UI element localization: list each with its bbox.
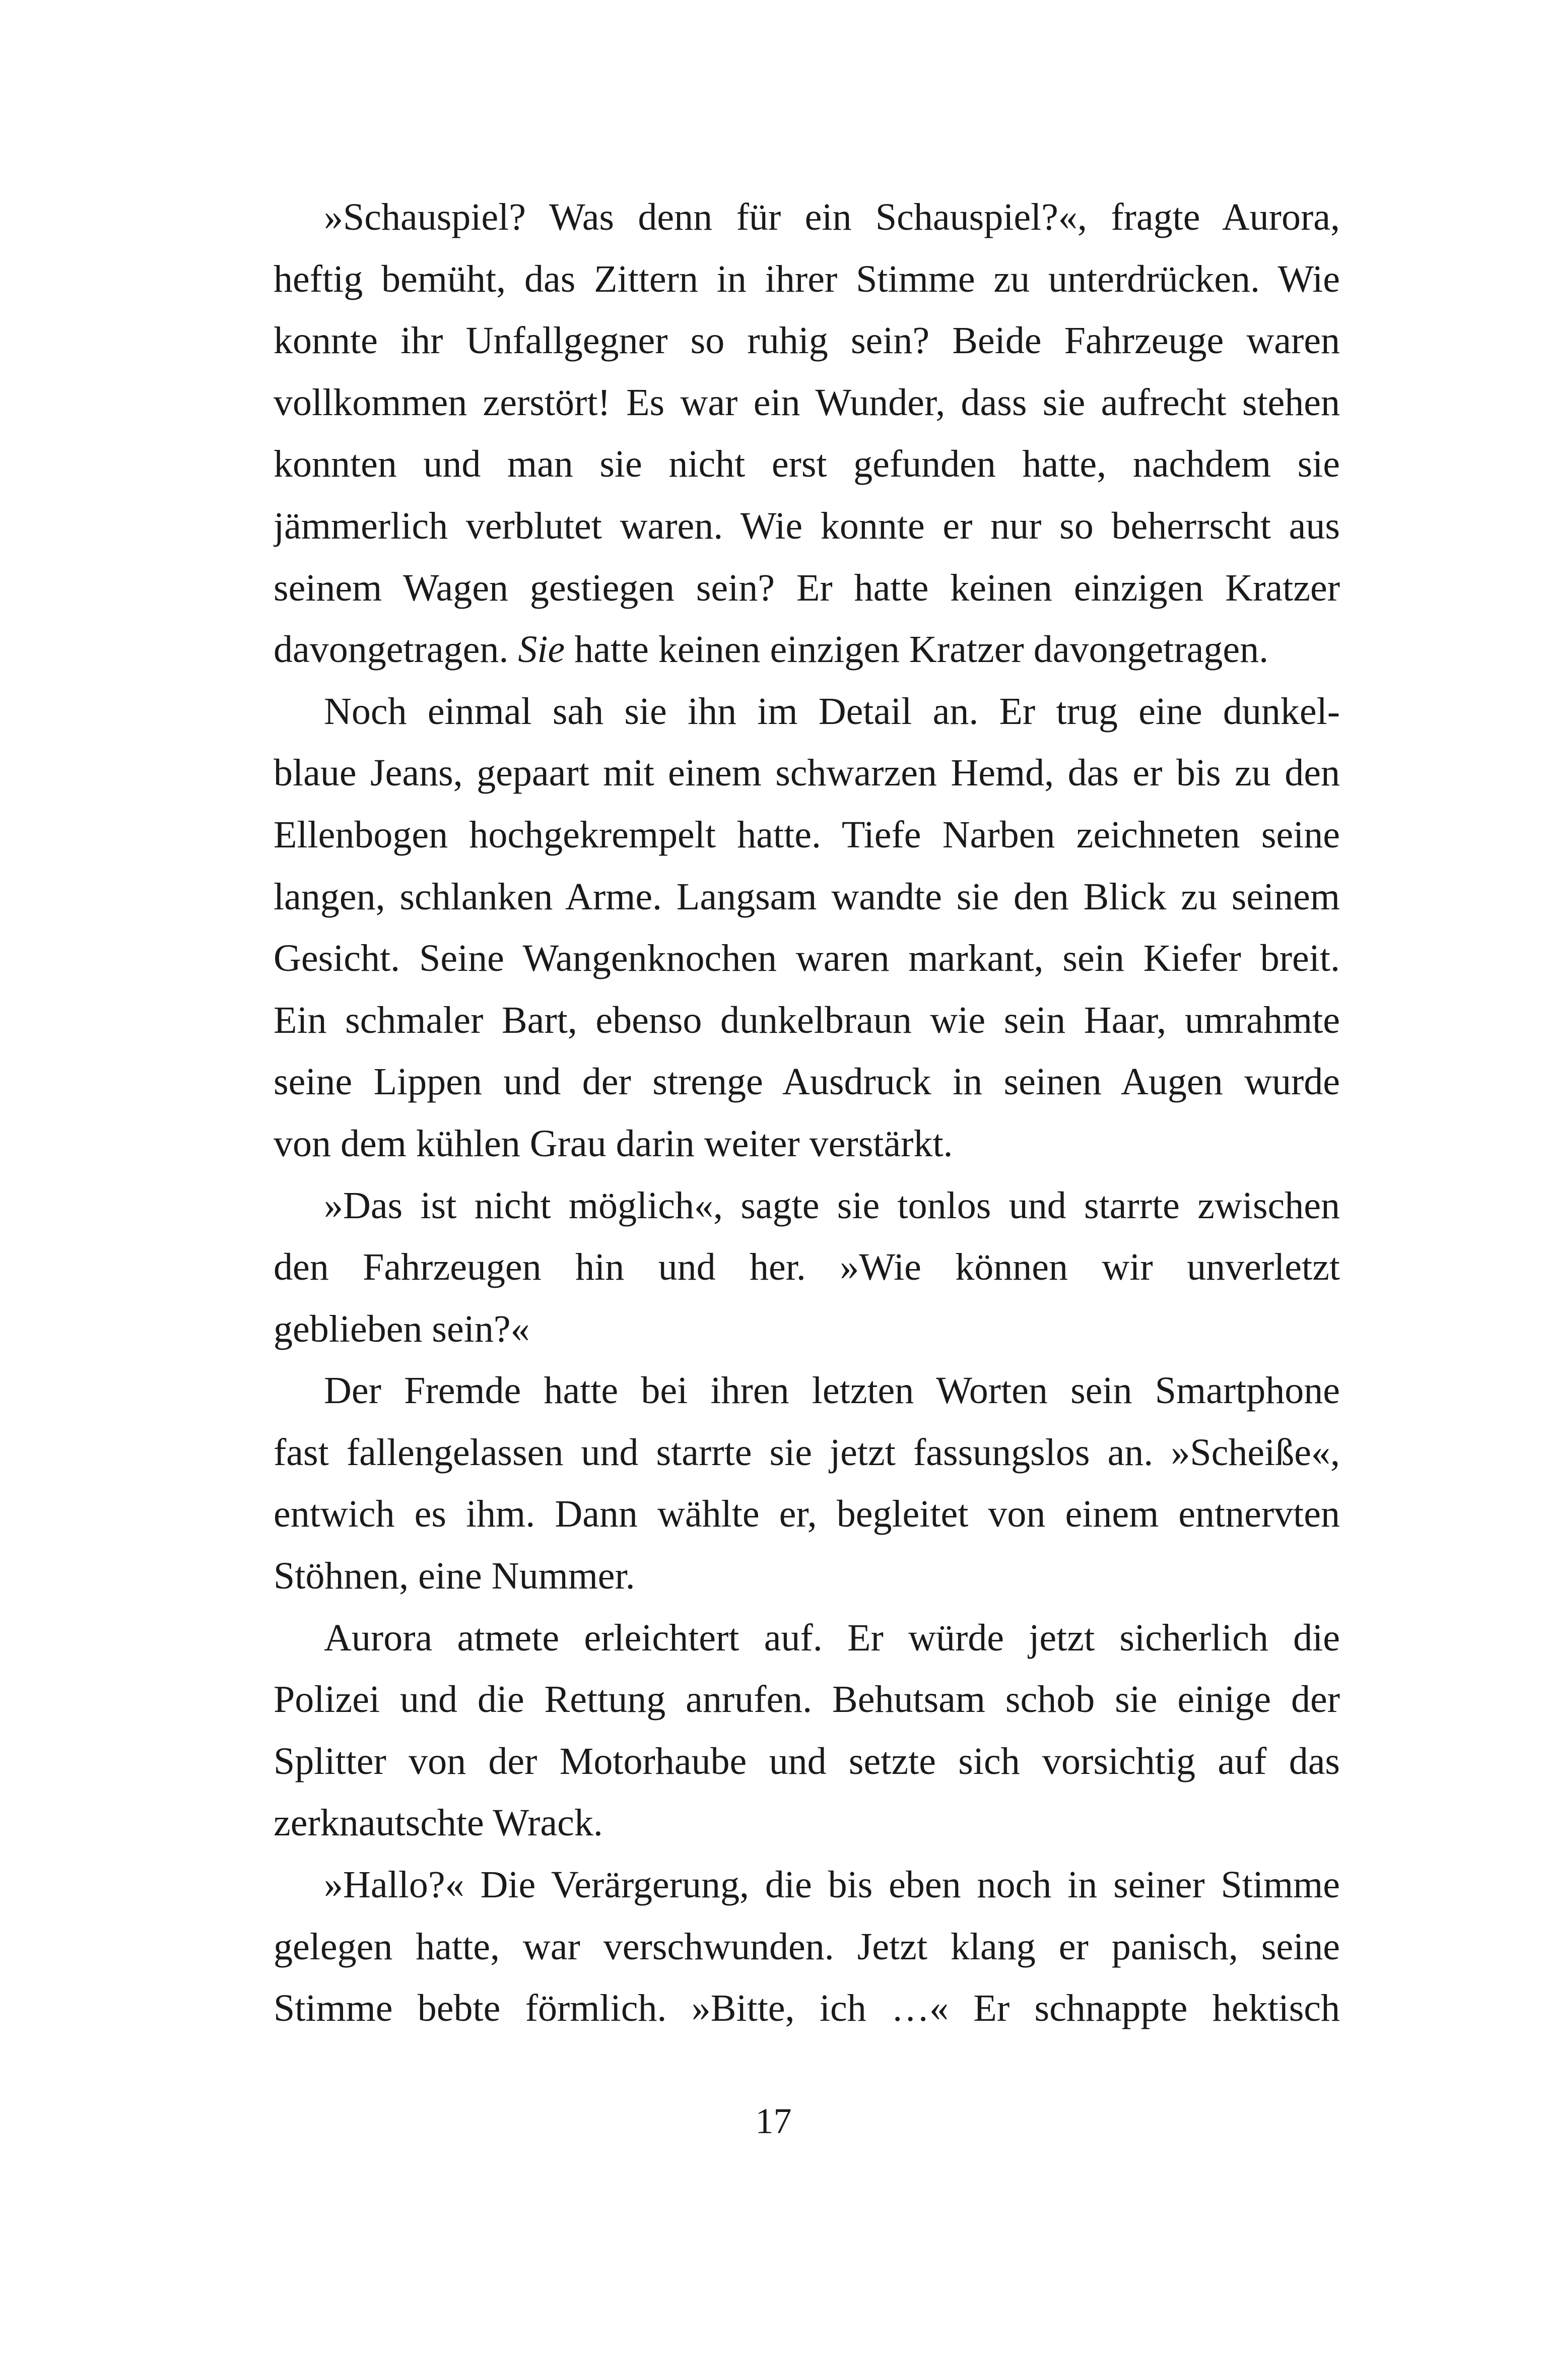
text-line: Aurora atmete erleichtert auf. Er würde jetzt sicherlich die [324, 1616, 1340, 1659]
text-line: Gesicht. Seine Wangenknochen waren markant, sein Kiefer breit. [274, 937, 1340, 980]
text-line: davongetragen. Sie hatte keinen einzigen Kratzer davongetragen. [274, 628, 1269, 671]
text-line: »Schauspiel? Was denn für ein Schauspiel?«, fragte Aurora, [324, 196, 1340, 238]
text-line: »Hallo?« Die Verärgerung, die bis eben noch in seiner Stimme [324, 1864, 1340, 1906]
text-line: »Das ist nicht möglich«, sagte sie tonlos und starrte zwischen [324, 1184, 1340, 1227]
text-line: geblieben sein?« [274, 1307, 530, 1350]
text-line: seine Lippen und der strenge Ausdruck in seinen Augen wurde [274, 1061, 1340, 1103]
body-text [274, 186, 1340, 2039]
text-line: vollkommen zerstört! Es war ein Wunder, dass sie aufrecht stehen [274, 381, 1340, 424]
text-line: Noch einmal sah sie ihn im Detail an. Er trug eine dunkel- [324, 690, 1340, 733]
text-line: gelegen hatte, war verschwunden. Jetzt klang er panisch, seine [274, 1925, 1340, 1968]
text-line: Der Fremde hatte bei ihren letzten Worten sein Smartphone [324, 1369, 1340, 1412]
text-line: heftig bemüht, das Zittern in ihrer Stimme zu unterdrücken. Wie [274, 257, 1340, 300]
text-line: langen, schlanken Arme. Langsam wandte sie den Blick zu seinem [274, 875, 1340, 918]
text-line: Splitter von der Motorhaube und setzte sich vorsichtig auf das [274, 1740, 1340, 1782]
text-line: den Fahrzeugen hin und her. »Wie können wir unverletzt [274, 1246, 1340, 1289]
text-line: fast fallengelassen und starrte sie jetzt fassungslos an. »Scheiße«, [274, 1431, 1340, 1474]
text-line: seinem Wagen gestiegen sein? Er hatte keinen einzigen Kratzer [274, 566, 1340, 609]
text-line: Stöhnen, eine Nummer. [274, 1555, 635, 1598]
text-line: Stimme bebte förmlich. »Bitte, ich …« Er schnappte hektisch [274, 1987, 1340, 2030]
text-line: Ellenbogen hochgekrempelt hatte. Tiefe Narben zeichneten seine [274, 813, 1340, 856]
text-line: jämmerlich verblutet waren. Wie konnte er nur so beherrscht aus [274, 504, 1340, 547]
emphasis: Sie [518, 628, 565, 671]
text-line: entwich es ihm. Dann wählte er, begleitet von einem entnervten [274, 1493, 1340, 1536]
text-line: zerknautschte Wrack. [274, 1802, 603, 1844]
text-line: konnten und man sie nicht erst gefunden hatte, nachdem sie [274, 443, 1340, 486]
text-line: von dem kühlen Grau darin weiter verstärkt. [274, 1122, 953, 1165]
text-line: blaue Jeans, gepaart mit einem schwarzen Hemd, das er bis zu den [274, 752, 1340, 795]
text-line: Polizei und die Rettung anrufen. Behutsam schob sie einige der [274, 1678, 1340, 1721]
page-number: 17 [755, 2101, 792, 2141]
text-line: konnte ihr Unfallgegner so ruhig sein? Beide Fahrzeuge waren [274, 319, 1340, 362]
text-line: Ein schmaler Bart, ebenso dunkelbraun wie sein Haar, umrahmte [274, 999, 1340, 1041]
